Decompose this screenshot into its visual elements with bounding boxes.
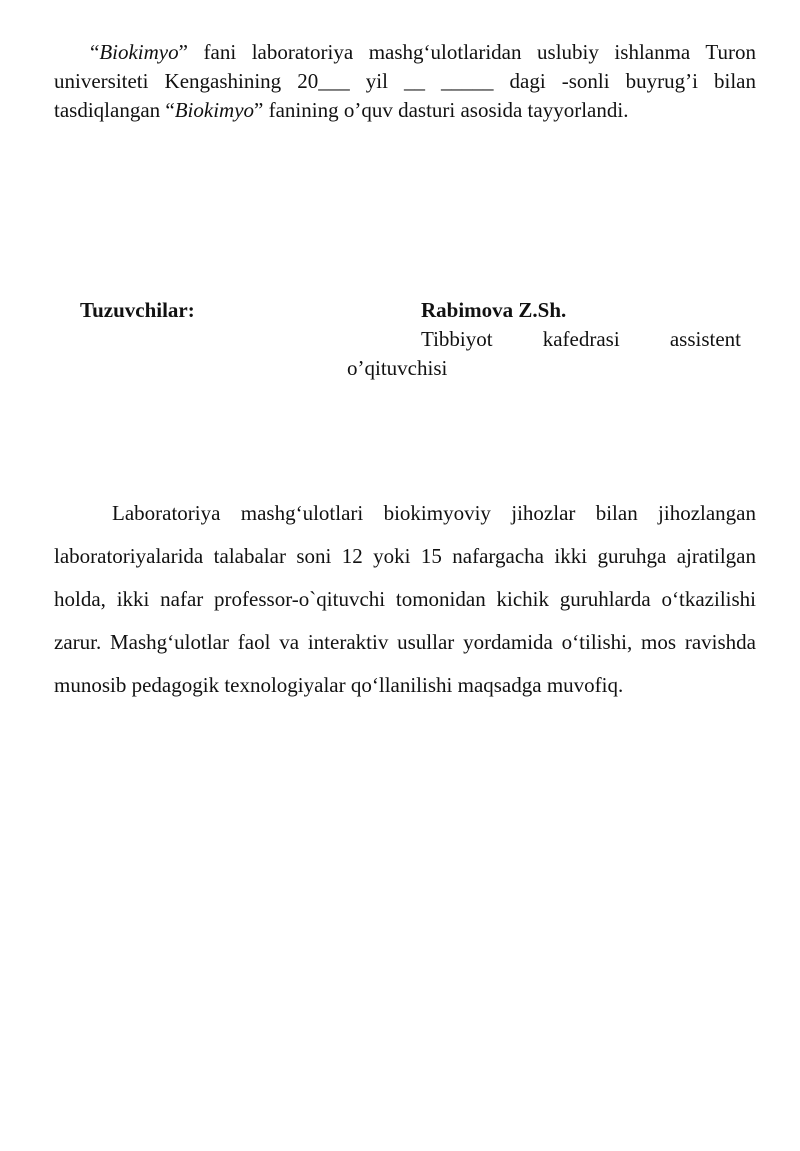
authors-label: Tuzuvchilar: — [80, 298, 195, 322]
author-role-line-2: o’qituvchisi — [347, 356, 448, 380]
intro-subject-2: Biokimyo — [174, 98, 255, 122]
body-paragraph — [54, 492, 756, 707]
intro-paragraph — [54, 38, 756, 125]
author-name: Rabimova Z.Sh. — [421, 298, 567, 322]
intro-text-2: ” fanining o’quv dasturi asosida tayyorlandi. — [254, 98, 629, 122]
intro-open-quote: “ — [90, 40, 100, 64]
body-paragraph-text: Laboratoriya mashg‘ulotlari biokimyoviy jihozlar bilan jihozlangan laboratoriyalarida talabalar soni 12 yoki 15 nafargacha ikki guruhga ajratilgan holda, ikki nafar professor-o`qituvchi tomonidan kichik guruhlarda o‘tkazilishi zarur. Mashg‘ulotlar faol va interaktiv usullar yordamida o‘tilishi, mos ravishda munosib pedagogik texnologiyalar qo‘llanilishi maqsadga muvofiq. — [54, 501, 756, 697]
author-role-line-1: Tibbiyot kafedrasi assistent — [421, 327, 741, 351]
intro-subject-1: Biokimyo — [99, 40, 179, 64]
author-role — [347, 325, 741, 383]
intro-text-1: ” fani laboratoriya mashg‘ulotlaridan uslubiy ishlanma Turon universiteti Kengashining 20___ yil __ _____ dagi -sonli buyrug’i bilan tasdiqlangan “ — [54, 40, 756, 122]
